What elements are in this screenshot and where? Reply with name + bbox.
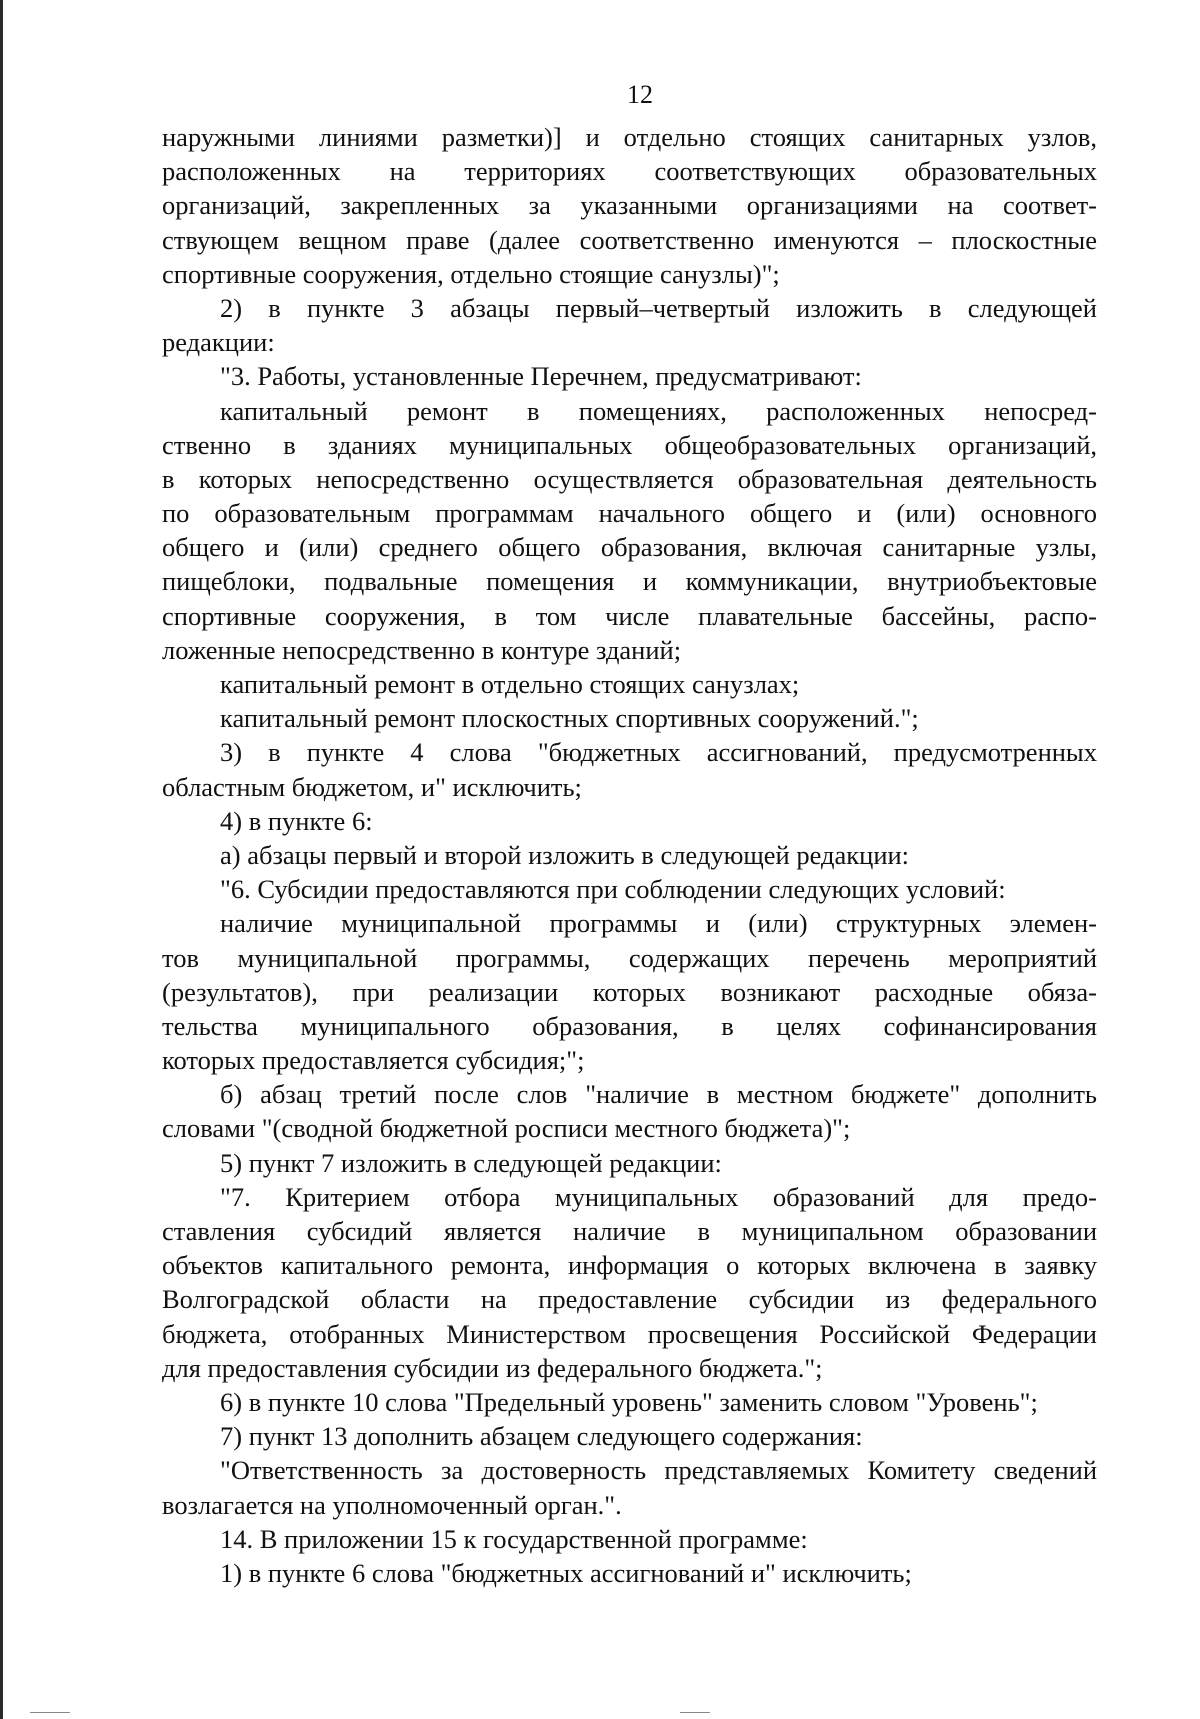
text-line: ствующем вещном праве (далее соответственно именуются – плоскостные (162, 224, 1097, 255)
text-line: 2) в пункте 3 абзацы первый–четвертый изложить в следующей (220, 292, 1097, 323)
text-line: ственно в зданиях муниципальных общеобразовательных организаций, (162, 429, 1097, 460)
text-line: общего и (или) среднего общего образования, включая санитарные узлы, (162, 532, 1097, 563)
text-line: наружными линиями разметки)] и отдельно стоящих санитарных узлов, (162, 122, 1097, 152)
text-line: ставления субсидий является наличие в муниципальном образовании (162, 1216, 1097, 1246)
text-line: капитальный ремонт плоскостных спортивных сооружений."; (220, 703, 919, 734)
text-line: бюджета, отобранных Министерством просвещения Российской Федерации (162, 1318, 1097, 1349)
text-line: которых предоставляется субсидия;"; (162, 1045, 585, 1076)
text-line: Волгоградской области на предоставление субсидии из федерального (162, 1284, 1097, 1315)
text-line: 5) пункт 7 изложить в следующей редакции: (220, 1147, 722, 1178)
text-line: "7. Критерием отбора муниципальных образований для предо- (220, 1181, 1097, 1212)
text-line: (результатов), при реализации которых возникают расходные обяза- (162, 976, 1097, 1007)
scan-left-edge (0, 0, 3, 1719)
text-line: редакции: (162, 327, 275, 358)
page-number: 12 (627, 80, 653, 109)
text-line: 14. В приложении 15 к государственной программе: (220, 1523, 808, 1554)
text-line: областным бюджетом, и" исключить; (162, 771, 582, 802)
text-line: объектов капитального ремонта, информация о которых включена в заявку (162, 1250, 1097, 1281)
text-line: 7) пункт 13 дополнить абзацем следующего содержания: (220, 1421, 863, 1452)
text-line: спортивные сооружения, в том числе плавательные бассейны, распо- (162, 600, 1097, 631)
text-line: пищеблоки, подвальные помещения и коммуникации, внутриобъектовые (162, 566, 1097, 597)
text-line: б) абзац третий после слов "наличие в местном бюджете" дополнить (220, 1079, 1097, 1110)
scan-artifact (680, 1712, 710, 1713)
text-line: возлагается на уполномоченный орган.". (162, 1489, 622, 1520)
text-line: а) абзацы первый и второй изложить в следующей редакции: (220, 839, 910, 870)
text-line: расположенных на территориях соответствующих образовательных (162, 156, 1097, 187)
text-line: "6. Субсидии предоставляются при соблюдении следующих условий: (220, 874, 1006, 905)
text-line: 1) в пункте 6 слова "бюджетных ассигнований и" исключить; (220, 1557, 912, 1588)
text-line: по образовательным программам начального общего и (или) основного (162, 498, 1097, 529)
text-line: в которых непосредственно осуществляется образовательная деятельность (162, 463, 1097, 494)
text-line: тов муниципальной программы, содержащих перечень мероприятий (162, 942, 1097, 973)
text-line: для предоставления субсидии из федерального бюджета."; (162, 1352, 823, 1383)
text-line: капитальный ремонт в помещениях, расположенных непосред- (220, 395, 1097, 426)
text-line: ложенные непосредственно в контуре зданий; (162, 634, 682, 665)
text-line: тельства муниципального образования, в целях софинансирования (162, 1010, 1097, 1041)
text-line: капитальный ремонт в отдельно стоящих санузлах; (220, 669, 800, 699)
text-line: 6) в пункте 10 слова "Предельный уровень" заменить словом "Уровень"; (220, 1386, 1038, 1417)
text-line: словами "(сводной бюджетной росписи местного бюджета)"; (162, 1113, 851, 1144)
text-line: организаций, закрепленных за указанными организациями на соответ- (162, 190, 1097, 221)
text-line: "Ответственность за достоверность представляемых Комитету сведений (220, 1455, 1097, 1486)
text-line: 4) в пункте 6: (220, 805, 373, 836)
text-line: наличие муниципальной программы и (или) структурных элемен- (220, 908, 1097, 939)
body-text (162, 120, 1097, 1590)
text-line: "3. Работы, установленные Перечнем, предусматривают: (220, 361, 862, 392)
text-line: 3) в пункте 4 слова "бюджетных ассигнований, предусмотренных (220, 737, 1097, 768)
text-line: спортивные сооружения, отдельно стоящие санузлы)"; (162, 258, 780, 289)
scan-artifact (30, 1712, 70, 1713)
